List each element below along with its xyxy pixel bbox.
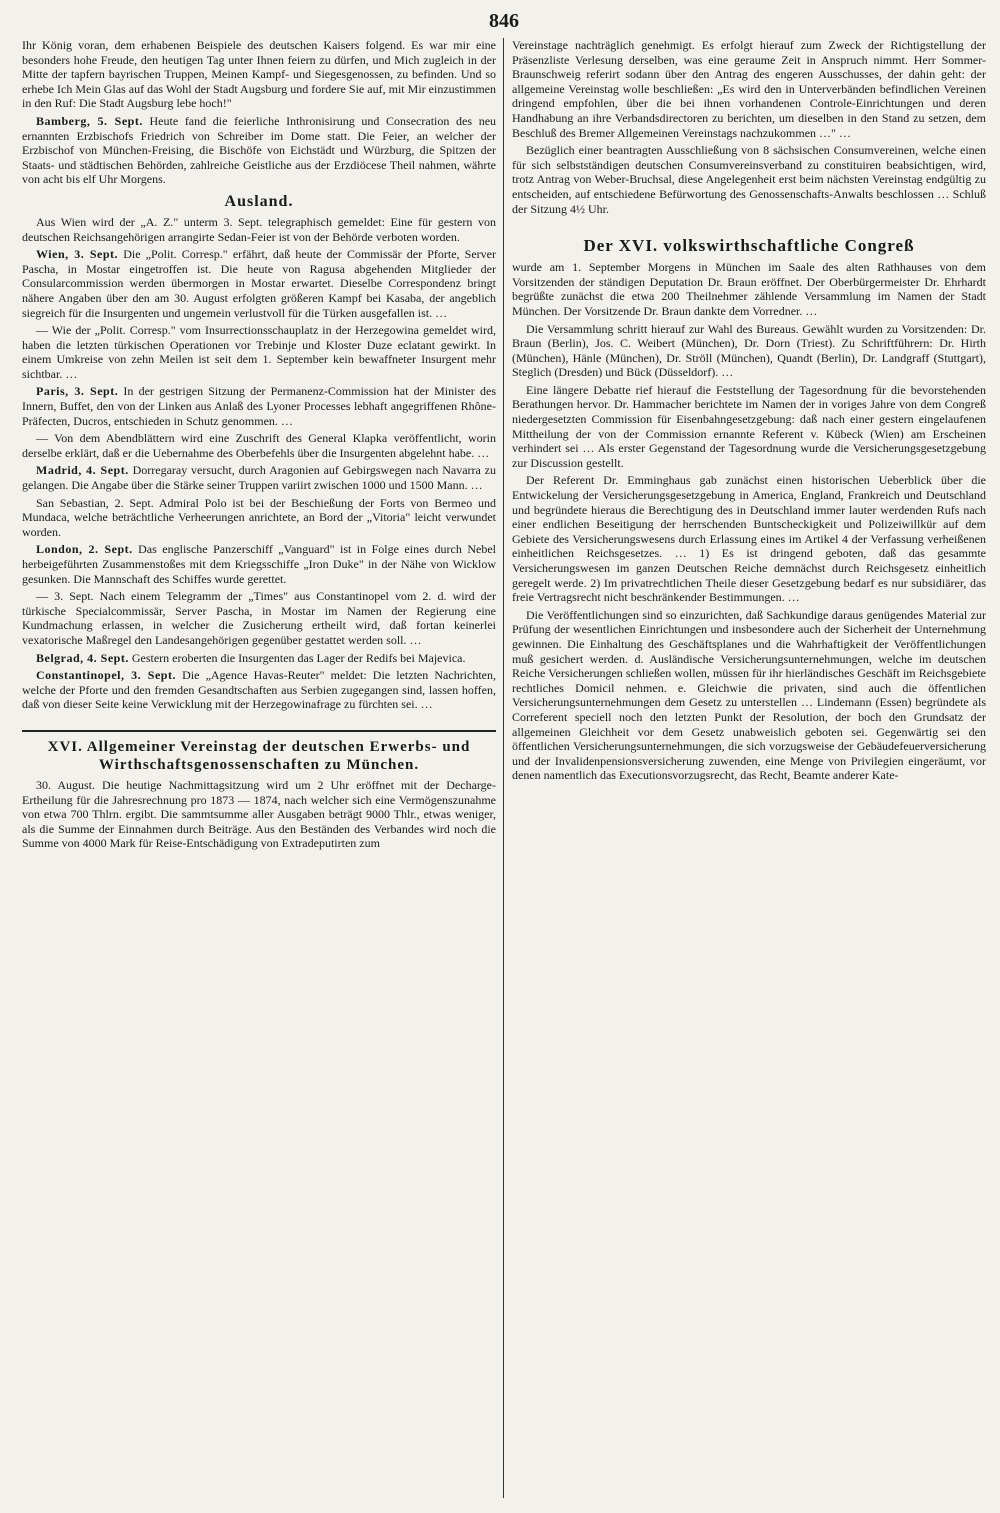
dateline: Constantinopel, 3. Sept.	[36, 668, 176, 683]
dateline: Wien, 3. Sept.	[36, 247, 119, 262]
section-heading-congress: Der XVI. volkswirthschaftliche Congreß	[583, 236, 915, 256]
dateline: Belgrad, 4. Sept.	[36, 650, 129, 665]
article-paragraph	[22, 668, 496, 712]
dateline: London, 2. Sept.	[36, 542, 133, 557]
article-paragraph: San Sebastian, 2. Sept. Admiral Polo ist bei der Beschießung der Forts von Bermeo und Mundaca, welche beträchtliche Verheerungen anrichtete, an Bord der „Vitoria" leicht verwundet worden.	[22, 495, 496, 539]
section-heading-vereinstag: XVI. Allgemeiner Vereinstag der deutschen Erwerbs- und Wirthschaftsgenossenschaften zu München.	[22, 730, 496, 774]
dateline: Bamberg, 5. Sept.	[36, 113, 143, 128]
left-column	[22, 38, 496, 1498]
text-columns	[22, 38, 986, 1498]
article-text: Heute fand die feierliche Inthronisirung und Consecration des neu ernannten Erzbischofs Friedrich von Schreiber im Dome statt. Die Feier, an welcher der Erzbischof von München-Freising, die Bischöfe von Eichstädt und Würzburg, die Spitzen der Staats- und städtischen Behörden, zahlreiche Geistliche aus der Erzdiöcese Theil nahmen, währte von acht bis elf Uhr Morgens.	[22, 113, 496, 187]
article-paragraph: Ihr König voran, dem erhabenen Beispiele des deutschen Kaisers folgend. Es war mir eine besonders hohe Freude, den heutigen Tag unter Ihnen feiern zu dürfen, und Mich zugleich in der Mitte der tapfern bayrischen Truppen, Meinen Kampf- und Siegesgenossen, zu befinden. Und so erhebe Ich Mein Glas auf das Wohl der Stadt Augsburg und fordere Sie auf, mit Mir einzustimmen in den Ruf: Die Stadt Augsburg lebe hoch!"	[22, 38, 496, 111]
article-text: Das englische Panzerschiff „Vanguard" ist in Folge eines durch Nebel herbeigeführten Zusammenstoßes mit dem Kriegsschiffe „Iron Duke" in der Nähe von Wicklow gesunken. Die Mannschaft des Schiffes wurde gerettet.	[22, 542, 496, 586]
dateline: Paris, 3. Sept.	[36, 384, 119, 399]
article-paragraph: Die Versammlung schritt hierauf zur Wahl des Bureaus. Gewählt wurden zu Vorsitzenden: Dr. Braun (Berlin), Jos. C. Weibert (München), Dr. Dorn (Triest). Zu Schriftführern: Dr. Hirth (München), Hänle (München), Dr. Ströll (München), Quandt (Berlin), Dr. Landgraff (Stuttgart), Steglich (Dresden) und Bück (Düsseldorf). …	[512, 321, 986, 380]
article-paragraph: — Wie der „Polit. Corresp." vom Insurrectionsschauplatz in der Herzegowina gemeldet wird, haben die letzten türkischen Operationen vor Trebinje und Kloster Duze eclatant gewirkt. In einem Umkreise von zehn Meilen ist seit dem 1. September kein bewaffneter Insurgent mehr sichtbar. …	[22, 323, 496, 381]
article-paragraph	[22, 114, 496, 187]
article-paragraph: — Von dem Abendblättern wird eine Zuschrift des General Klapka veröffentlicht, worin derselbe erklärt, daß er die Uebernahme des Oberbefehls über die Insurgenten abgelehnt habe. …	[22, 431, 496, 460]
article-text: Dorregaray versucht, durch Aragonien auf Gebirgswegen nach Navarra zu gelangen. Die Angabe über die Stärke seiner Truppen variirt zwischen 1000 und 1500 Mann. …	[22, 463, 496, 493]
page-number: 846	[489, 10, 519, 32]
right-column	[512, 38, 986, 1498]
column-divider	[503, 38, 504, 1498]
article-paragraph	[22, 463, 496, 492]
article-paragraph: Die Veröffentlichungen sind so einzurichten, daß Sachkundige daraus genügendes Material zur Prüfung der wesentlichen Einrichtungen und insbesondere auch der Sicherheit der Unternehmung gewinnen. Die Einhaltung des Geschäftsplanes und die Wahrhaftigkeit der Veröffentlichungen muß gesichert werden. d. Ausländische Versicherungsunternehmungen, welche im deutschen Reiche Versicherungen schließen wollen, müssen für ihr hierländisches Geschäft im Reichsgebiete rechtliches Domicil nehmen. e. Gleichwie die privaten, sind auch die öffentlichen Versicherungsunternehmungen dem Gesetz zu unterstellen … Lindemann (Essen) begründete als Correferent speciell noch den letzten Punkt der Resolution, der boch den Grundsatz der allgemeinen Gleichheit vor dem Gesetz unabweislich geboten sei. Gegenwärtig sei den öffentlichen Versicherungsunternehmungen, die sich vorzugsweise der Gebäudefeuerversicherung und der Invalidenpensionsversicherung zuwenden, eine Menge von Privilegien eingeräumt, vor denen namentlich das Executionsvorzugsrecht, das Recht, Beamte anderer Kate-	[512, 607, 986, 783]
article-paragraph: Vereinstage nachträglich genehmigt. Es erfolgt hierauf zum Zweck der Richtigstellung der Präsenzliste Verlesung derselben, was eine geraume Zeit in Anspruch nimmt. Herr Sommer-Braunschweig referirt sodann über den Antrag des engeren Ausschusses, der dahin geht: der allgemeine Vereinstag wolle beschließen: „Es wird den in Unterverbänden befindlichen Vereinen dringend empfohlen, über die bei ihnen vorhandenen Controle-Einrichtungen und deren Handhabung an ihre Verbandsdirectoren zu berichten, um dieselben in den Stand zu setzen, dem Beschluß des Bremer Allgemeinen Vereinstags nachzukommen …" …	[512, 38, 986, 140]
article-paragraph: Aus Wien wird der „A. Z." unterm 3. Sept. telegraphisch gemeldet: Eine für gestern von deutschen Reichsangehörigen arrangirte Sedan-Feier ist von der Behörde verboten worden.	[22, 214, 496, 244]
article-paragraph	[22, 247, 496, 320]
section-heading-ausland: Ausland.	[224, 192, 294, 210]
article-paragraph: Der Referent Dr. Emminghaus gab zunächst einen historischen Ueberblick über die Entwickelung der Versicherungsgesetzgebung in America, England, Frankreich und Deutschland und begründete hieraus die Berechtigung des in Deutschland immer lauter werdenden Rufs nach einer endlichen Beseitigung der herrschenden Buntscheckigkeit und Polizeiwillkür auf dem Gebiete des Versicherungswesens durch Erlassung eines im Artikel 4 der Verfassung verheißenen einheitlichen Reichsgesetzes. … 1) Es ist dringend geboten, daß das gesammte Versicherungswesen im ganzen Deutschen Reiche demnächst durch Reichsgesetz einheitlich geregelt werde. 2) Im privatrechtlichen Theile dieser Gesetzgebung bedarf es nur subsidiärer, das freie Vertragsrecht nicht beschränkender Bestimmungen. …	[512, 473, 986, 605]
article-paragraph: 30. August. Die heutige Nachmittagsitzung wird um 2 Uhr eröffnet mit der Decharge-Ertheilung für die Jahresrechnung pro 1873 — 1874, nach welcher sich eine Vermögenszunahme von etwa 700 Thlrn. ergibt. Die sammtsumme aller Ausgaben beträgt 9000 Thlr., etwas weniger, als die Summe der Einnahmen durch Beiträge. Aus den Beständen des Verbandes wird noch die Summe von 4000 Mark für Reise-Entschädigung von Extradeputirten zum	[22, 777, 496, 851]
dateline: Madrid, 4. Sept.	[36, 463, 129, 478]
article-text: Die „Polit. Corresp." erfährt, daß heute der Commissär der Pforte, Server Pascha, in Mostar eingetroffen ist. Die heute von Ragusa abgehenden Mitglieder der Consularcommission werden übermorgen in Mostar erwartet. Dieselbe Correspondenz bringt nähere Angaben über den am 30. August erfolgten größeren Kampf bei Kasaba, der angeblich siegreich für die Insurgenten und ungemein verlustvoll für die Türken ausgefallen ist. …	[22, 247, 496, 320]
article-paragraph	[22, 651, 496, 666]
article-text: Gestern eroberten die Insurgenten das Lager der Redifs bei Majevica.	[131, 650, 466, 665]
article-paragraph: — 3. Sept. Nach einem Telegramm der „Times" aus Constantinopel vom 2. d. wird der türkische Specialcommissär, Server Pascha, in Mostar im Namen der Regierung eine Kundmachung erlassen, in welcher die Zusicherung ertheilt wird, daß fortan keinerlei vexatorische Maßregel den Landesangehörigen gegenüber gestattet werden soll. …	[22, 589, 496, 647]
article-paragraph	[22, 384, 496, 428]
article-paragraph: Bezüglich einer beantragten Ausschließung von 8 sächsischen Consumvereinen, welche einen für sich selbstständigen deutschen Consumvereinsverband zu constituiren beabsichtigen, wird, trotz Antrag von Weber-Bruchsal, diese Angelegenheit erst beim nächsten Vereinstag endgültig zu entscheiden, auf entschiedene Befürwortung des Genossenschafts-Anwalts beschlossen … Schluß der Sitzung 4½ Uhr.	[512, 143, 986, 216]
article-paragraph: Eine längere Debatte rief hierauf die Feststellung der Tagesordnung für die bevorstehenden Berathungen hervor. Dr. Hammacher berichtete im Namen der in voriges Jahre von dem Congreß niedergesetzten Commission für Eisenbahngesetzgebung: daß nach einer gestern eingelaufenen Mittheilung der von der Commission ernannte Referent v. Kübeck (Wien) am Erscheinen verhindert sei … Als erster Gegenstand der Tagesordnung wurde die Versicherungsgesetzgebung zur Discussion gestellt.	[512, 382, 986, 470]
article-paragraph: wurde am 1. September Morgens in München im Saale des alten Rathhauses von dem Vorsitzenden der ständigen Deputation Dr. Braun eröffnet. Der Oberbürgermeister Dr. Ehrhardt begrüßte zunächst die etwa 200 Theilnehmer zählende Versammlung im Namen der Stadt München. Der Vorsitzende Dr. Braun dankte dem Vorredner. …	[512, 260, 986, 318]
article-text: Die „Agence Havas-Reuter" meldet: Die letzten Nachrichten, welche der Pforte und den fremden Gesandtschaften aus Serbien zugegangen sind, lassen hoffen, daß von dieser Seite keine Verwicklung mit der Herzegowinafrage zu fürchten sei. …	[22, 668, 496, 712]
article-text: In der gestrigen Sitzung der Permanenz-Commission hat der Minister des Innern, Buffet, den von der Linken aus Anlaß des Lyoner Processes lebhaft angegriffenen Rhône-Präfecten, Ducros, entschieden in Schutz genommen. …	[22, 384, 496, 428]
article-paragraph	[22, 542, 496, 586]
